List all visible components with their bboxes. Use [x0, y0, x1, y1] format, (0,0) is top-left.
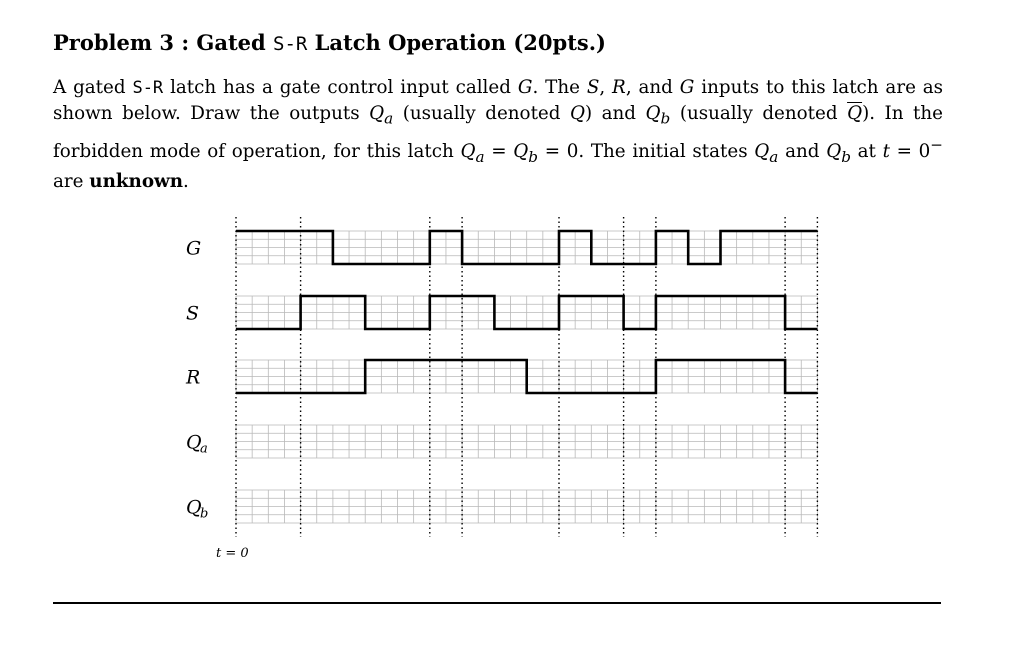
sub-b: b: [528, 147, 539, 166]
var-q: Q: [754, 140, 770, 162]
var-r: R: [612, 77, 626, 98]
grid-row: [236, 296, 817, 329]
signal-label-sub: b: [200, 506, 209, 522]
text-mono: S-R: [132, 78, 164, 98]
var-q: Q: [460, 140, 476, 162]
problem-heading: [53, 30, 606, 55]
sub-a: a: [475, 147, 485, 166]
bottom-rule: [53, 602, 941, 604]
grid-row: [236, 425, 817, 458]
text: latch has a gate control input called: [170, 77, 511, 98]
var-q: Q: [645, 103, 661, 124]
var-g: G: [517, 77, 533, 98]
problem-statement: [53, 75, 943, 195]
sub-a: a: [769, 147, 779, 166]
text: ) and: [584, 103, 637, 124]
signal-label: S: [186, 302, 200, 325]
text: .: [183, 171, 189, 193]
var-q: Q: [569, 103, 585, 124]
text: , and: [625, 77, 673, 98]
text: and: [785, 140, 820, 162]
signal-labels: [185, 238, 249, 562]
text: = 0: [889, 140, 931, 162]
grid-row: [236, 231, 817, 264]
grid-row: [236, 490, 817, 523]
timing-diagram: [0, 200, 1024, 570]
var-q: Q: [513, 140, 529, 162]
signal-label-sub: a: [200, 441, 208, 457]
heading-prefix: Problem 3 : Gated: [53, 30, 266, 55]
text: . The: [532, 77, 580, 98]
var-s: S: [586, 77, 600, 98]
text: at: [857, 140, 876, 162]
text: = 0. The initial states: [538, 140, 748, 162]
text-bold: unknown: [89, 171, 184, 193]
sub-a: a: [384, 109, 394, 128]
text: ). In the forbidden mode of operation, for this latch: [53, 103, 943, 162]
var-g: G: [679, 77, 695, 98]
signal-label: Q: [186, 496, 202, 519]
heading-suffix: Latch Operation (20pts.): [314, 30, 606, 55]
text: inputs to this latch are as shown below. Draw the outputs: [53, 77, 944, 124]
sub-b: b: [841, 147, 851, 166]
signal-label: G: [186, 237, 202, 260]
text: are: [53, 171, 84, 193]
var-t: t: [882, 140, 890, 162]
var-q: Q: [369, 103, 385, 124]
heading-mono: S-R: [273, 33, 308, 55]
sub-b: b: [660, 109, 671, 128]
time-zero-label: t = 0: [216, 546, 249, 561]
text: =: [484, 140, 514, 162]
signal-label: R: [186, 366, 201, 389]
text: ,: [599, 77, 606, 98]
var-qbar: $\overline{Q}$: [847, 103, 863, 124]
var-q: Q: [826, 140, 842, 162]
text: (usually denoted: [402, 103, 561, 124]
signal-label: Q: [186, 431, 202, 454]
text: (usually denoted: [679, 103, 838, 124]
text: A gated: [53, 77, 126, 98]
sup-minus: −: [930, 135, 944, 154]
